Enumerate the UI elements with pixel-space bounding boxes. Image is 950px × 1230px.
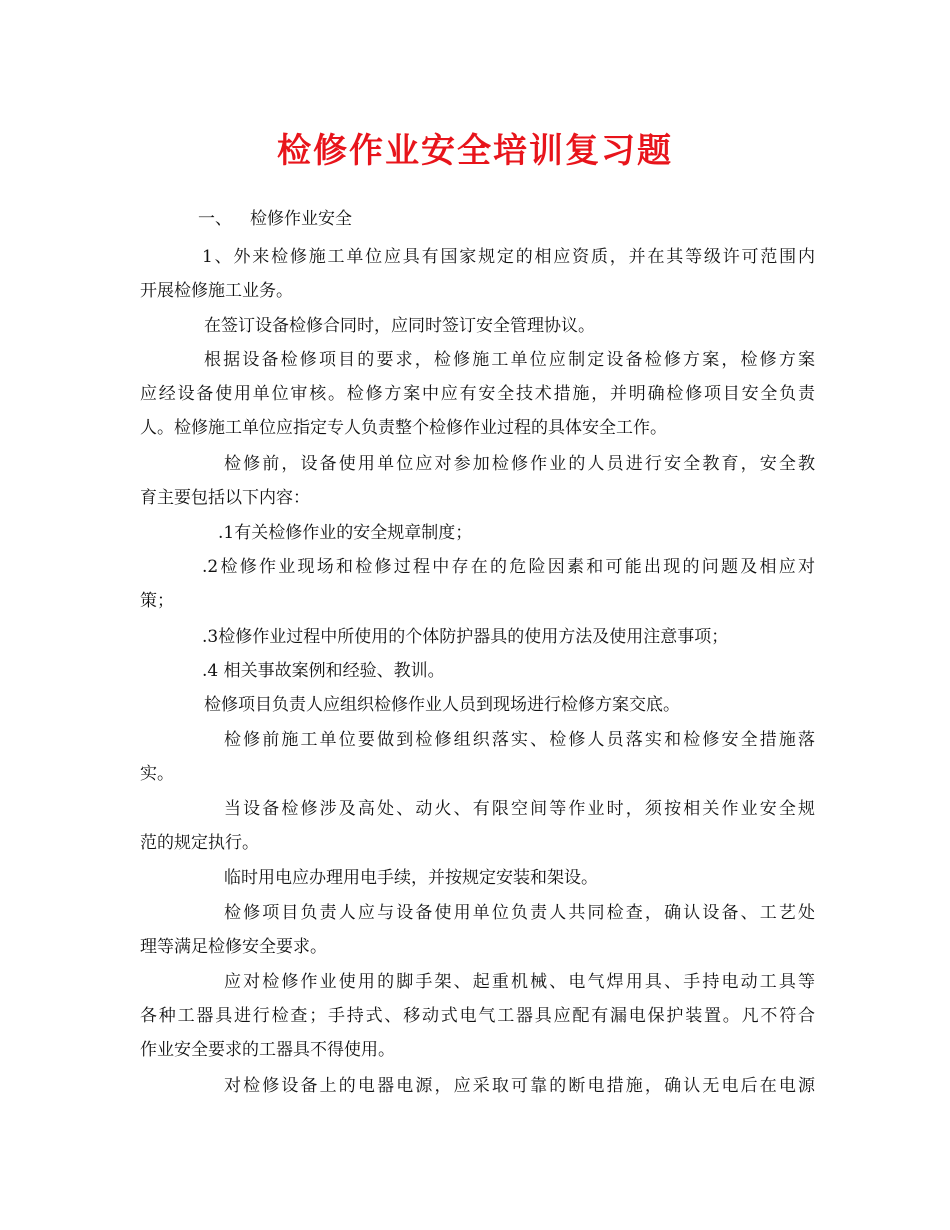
text-line: 当设备检修涉及高处、动火、有限空间等作业时，须按相关作业安全规 <box>224 799 815 819</box>
list-item <box>140 550 815 618</box>
text-line: 各种工器具进行检查；手持式、移动式电气工器具应配有漏电保护装置。凡不符合 <box>140 1006 815 1026</box>
text-line: 根据设备检修项目的要求，检修施工单位应制定设备检修方案，检修方案 <box>204 350 815 370</box>
text-line: 对检修设备上的电器电源，应采取可靠的断电措施，确认无电后在电源 <box>224 1076 815 1096</box>
text-line: .4 相关事故案例和经验、教训。 <box>202 661 445 681</box>
paragraph <box>140 792 815 860</box>
text-line: 实。 <box>140 764 174 784</box>
text-line: 检修前施工单位要做到检修组织落实、检修人员落实和检修安全措施落 <box>224 730 815 750</box>
text-line: 开展检修施工业务。 <box>140 281 293 301</box>
paragraph <box>140 1069 815 1103</box>
text-line: 应经设备使用单位审核。检修方案中应有安全技术措施，并明确检修项目安全负责 <box>140 384 815 404</box>
section-number: 一、 <box>198 209 232 229</box>
paragraph <box>140 896 815 964</box>
list-item <box>140 516 815 550</box>
text-line: 理等满足检修安全要求。 <box>140 937 327 957</box>
text-line: 策； <box>140 591 174 611</box>
paragraph <box>140 723 815 791</box>
list-item <box>140 654 815 688</box>
text-line: 应对检修作业使用的脚手架、起重机械、电气焊用具、手持电动工具等 <box>224 972 815 992</box>
paragraph <box>140 240 815 308</box>
text-line: 检修项目负责人应与设备使用单位负责人共同检查，确认设备、工艺处 <box>224 903 815 923</box>
document-title: 检修作业安全培训复习题 <box>277 131 673 171</box>
list-item <box>140 620 815 654</box>
text-line: 人。检修施工单位应指定专人负责整个检修作业过程的具体安全工作。 <box>140 418 667 438</box>
text-line: 在签订设备检修合同时，应同时签订安全管理协议。 <box>204 316 595 336</box>
section-title: 检修作业安全 <box>250 209 352 229</box>
text-line: 作业安全要求的工器具不得使用。 <box>140 1040 395 1060</box>
paragraph <box>140 965 815 1067</box>
paragraph <box>140 309 815 343</box>
section-heading <box>198 206 352 232</box>
text-line: .3检修作业过程中所使用的个体防护器具的使用方法及使用注意事项； <box>202 627 729 647</box>
text-line: 1、外来检修施工单位应具有国家规定的相应资质，并在其等级许可范围内 <box>202 247 815 267</box>
text-line: 检修前，设备使用单位应对参加检修作业的人员进行安全教育，安全教 <box>224 454 815 474</box>
paragraph <box>140 343 815 445</box>
text-line: .2检修作业现场和检修过程中存在的危险因素和可能出现的问题及相应对 <box>202 557 815 577</box>
paragraph <box>140 861 815 895</box>
text-line: 检修项目负责人应组织检修作业人员到现场进行检修方案交底。 <box>204 695 680 715</box>
text-line: 范的规定执行。 <box>140 833 259 853</box>
text-line: 临时用电应办理用电手续，并按规定安装和架设。 <box>224 868 598 888</box>
paragraph <box>140 688 815 722</box>
text-line: 育主要包括以下内容： <box>140 488 310 508</box>
text-line: .1有关检修作业的安全规章制度； <box>218 523 473 543</box>
paragraph <box>140 447 815 515</box>
